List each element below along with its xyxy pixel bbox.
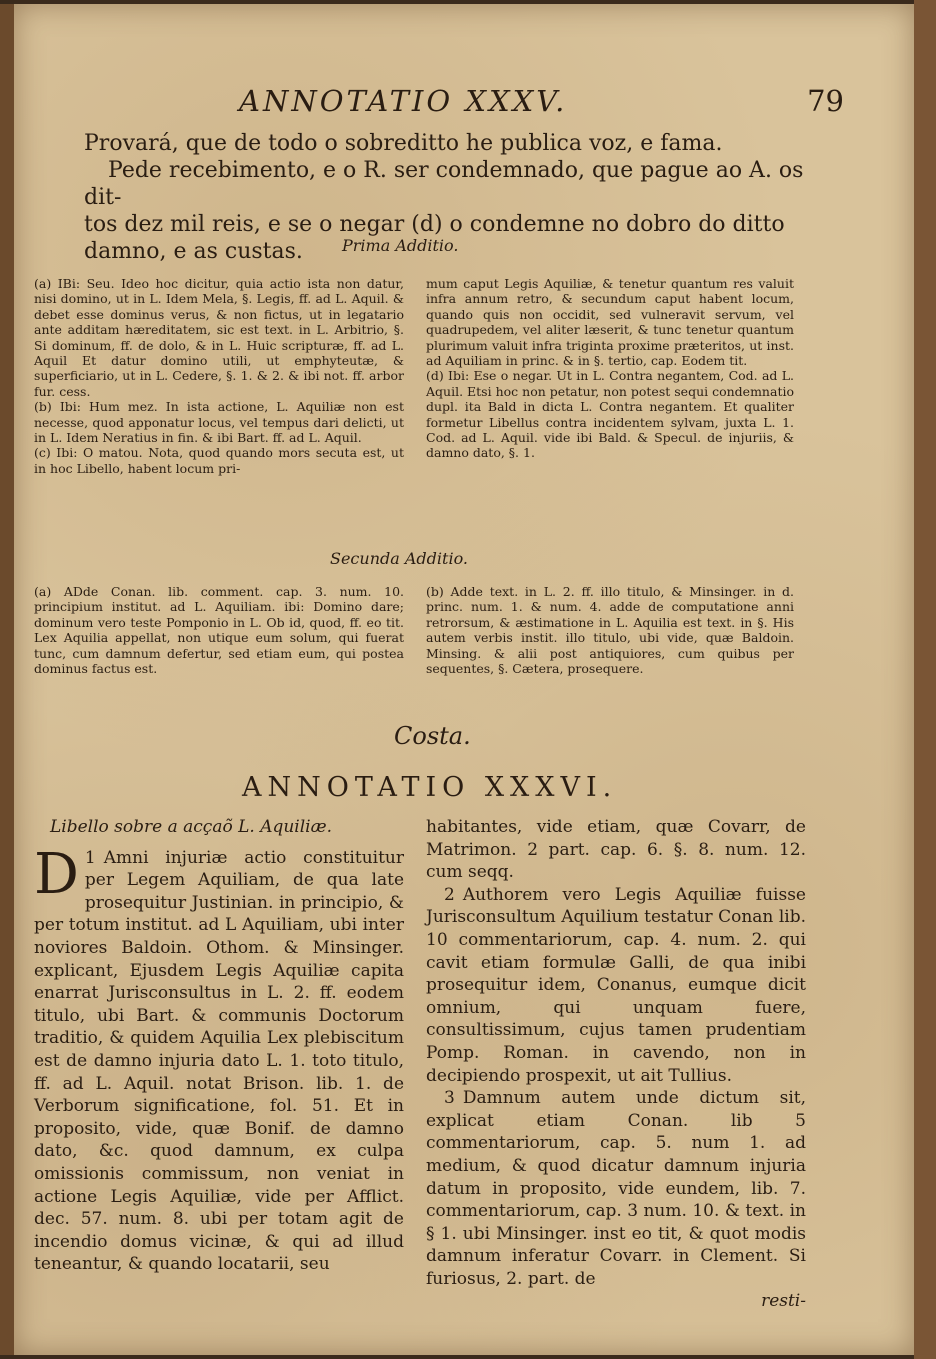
annotatio-body	[34, 816, 806, 1312]
intro-line-3: tos dez mil reis, e se o negar (d) o condemne no dobro do ditto	[84, 212, 785, 237]
prima-additio-notes	[34, 276, 794, 536]
prima-additio-title: Prima Additio.	[342, 236, 459, 255]
paragraph-3-text: Damnum autem unde dictum sit, explicat etiam Conan. lib 5 commentariorum, cap. 5. num 1. ad medium, & quod dicatur damnum injuria datum in proposito, vide eundem, lib. 7. commentariorum, cap. 3 num. 10. & text. in § 1. ubi Minsinger. inst eo tit, & quot modis damnum inferatur Covarr. in Clement. Si furiosus, 2. part. de	[426, 1088, 806, 1289]
page-edge-right	[914, 0, 936, 1359]
secunda-note-b: (b) Adde text. in L. 2. ff. illo titulo, & Minsinger. in d. princ. num. 1. & num. 4. adde de computatione anni retrorsum, & æstimatione in L. Aquilia est text. in §. His autem verbis instit. illo titulo, ubi vide, quæ Baldoin. Minsing. & alii post antiquiores, cum quibus per sequentes, §. Cætera, prosequere.	[426, 584, 794, 677]
author-signature: Costa.	[394, 722, 471, 750]
catchword: resti-	[761, 1291, 806, 1312]
note-c-continued: mum caput Legis Aquiliæ, & tenetur quantum res valuit infra annum retro, & secundum caput habent locum, quando quis non occidit, sed vulneravit servum, vel quadrupedem, vel aliter læserit, & tunc tenetur quantum plurimum valuit infra triginta proxime præteritos, ut inst. ad Aquiliam in princ. & in §. tertio, cap. Eodem tit.	[426, 276, 794, 369]
secunda-additio-right-column	[426, 584, 794, 676]
secunda-additio-title: Secunda Additio.	[330, 549, 469, 568]
book-page	[14, 4, 914, 1355]
secunda-additio-left-column	[34, 584, 404, 676]
page-number: 79	[807, 84, 844, 118]
prima-additio-right-column	[426, 276, 794, 461]
note-a: (a) IBi: Seu. Ideo hoc dicitur, quia actio ista non datur, nisi domino, ut in L. Idem Mela, §. Legis, ff. ad L. Aquil. & debet esse dominus verus, & non fictus, ut in legatario ante additam hæreditatem, sic est text. in L. Arbitrio, §. Si dominum, ff. de dolo, & in L. Huic scripturæ, ff. ad L. Aquil Et datur domino utili, ut emphyteutæ, & superficiario, ut in L. Cedere, §. 1. & 2. & ibi not. ff. arbor fur. cess.	[34, 276, 404, 399]
running-head: ANNOTATIO XXXV.	[239, 84, 568, 118]
drop-cap: D	[34, 841, 79, 907]
page-header	[14, 84, 914, 124]
secunda-note-a: (a) ADde Conan. lib. comment. cap. 3. num. 10. principium institut. ad L. Aquiliam. ibi: Domino dare; dominum vero teste Pomponio in L. Ob id, quod, ff. eo tit. Lex Aquilia appellat, non utique eum solum, qui fuerat tunc, cum damnum defertur, sed etiam eum, qui postea dominus factus est.	[34, 584, 404, 677]
continued-text: habitantes, vide etiam, quæ Covarr, de Matrimon. 2 part. cap. 6. §. 8. num. 12. cum seqq.	[426, 817, 806, 883]
paragraph-1	[34, 841, 404, 1276]
libello-subtitle: Libello sobre a acçaõ L. Aquiliæ.	[50, 817, 333, 837]
paragraph-2-text: Authorem vero Legis Aquiliæ fuisse Jurisconsultum Aquilium testatur Conan lib. 10 commentariorum, cap. 4. num. 2. qui cavit etiam formulæ Galli, de qua inibi prosequitur idem, Conanus, eumque dicit omnium, qui unquam fuere, consultissimum, cujus tamen prudentiam Pomp. Roman. in cavendo, non in decipiendo prospexit, ut ait Tullius.	[426, 884, 806, 1086]
note-b: (b) Ibi: Hum mez. In ista actione, L. Aquiliæ non est necesse, quod apponatur locus, vel tempus dari delicti, ut in L. Idem Neratius in fin. & ibi Bart. ff. ad L. Aquil.	[34, 399, 404, 446]
page-edge-left	[0, 4, 14, 1355]
note-d: (d) Ibi: Ese o negar. Ut in L. Contra negantem, Cod. ad L. Aquil. Etsi hoc non petatur, non potest sequi condemnatio dupl. ita Bald in dicta L. Contra negantem. Et qualiter formetur Libellus contra incidentem sylvam, juxta L. 1. Cod. ad L. Aquil. vide ibi Bald. & Specul. de injuriis, & damno dato, §. 1.	[426, 368, 794, 461]
paragraph-number: 2	[444, 884, 455, 905]
paragraph-number: 1	[84, 847, 96, 868]
body-left-column	[34, 816, 404, 1276]
paragraph-number: 3	[444, 1088, 455, 1109]
intro-line-4: damno, e as custas.	[84, 239, 303, 264]
paragraph-3	[426, 1087, 806, 1290]
intro-line-2: Pede recebimento, e o R. ser condemnado, que pague ao A. os dit-	[84, 158, 804, 210]
paragraph-2	[426, 884, 806, 1087]
note-c: (c) Ibi: O matou. Nota, quod quando mors secuta est, ut in hoc Libello, habent locum pri-	[34, 445, 404, 476]
body-right-column	[426, 816, 806, 1313]
secunda-additio-notes	[34, 584, 794, 714]
prima-additio-left-column	[34, 276, 404, 476]
paragraph-1-text: Amni injuriæ actio constituitur per Legem Aquiliam, de qua late prosequitur Justinian. in principio, & per totum institut. ad L Aquiliam, ubi inter noviores Baldoin. Othom. & Minsinger. explicant, Ejusdem Legis Aquiliæ capita enarrat Jurisconsultus in L. 2. ff. eodem titulo, ubi Bart. & communis Doctorum traditio, & quidem Aquilia Lex plebiscitum est de damno injuria dato L. 1. toto titulo, ff. ad L. Aquil. notat Brison. lib. 1. de Verborum significatione, fol. 51. Et in proposito, vide, quæ Bonif. de damno dato, &c. quod damnum, ex culpa omissionis commissum, non veniat in actione Legis Aquiliæ, vide per Afflict. dec. 57. num. 8. ubi per totam agit de incendio domus vicinæ, & qui ad illud teneantur, & quando locatarii, seu	[34, 847, 404, 1275]
intro-line-1: Provará, que de todo o sobreditto he publica voz, e fama.	[84, 131, 723, 156]
annotatio-heading: ANNOTATIO XXXVI.	[242, 772, 618, 803]
